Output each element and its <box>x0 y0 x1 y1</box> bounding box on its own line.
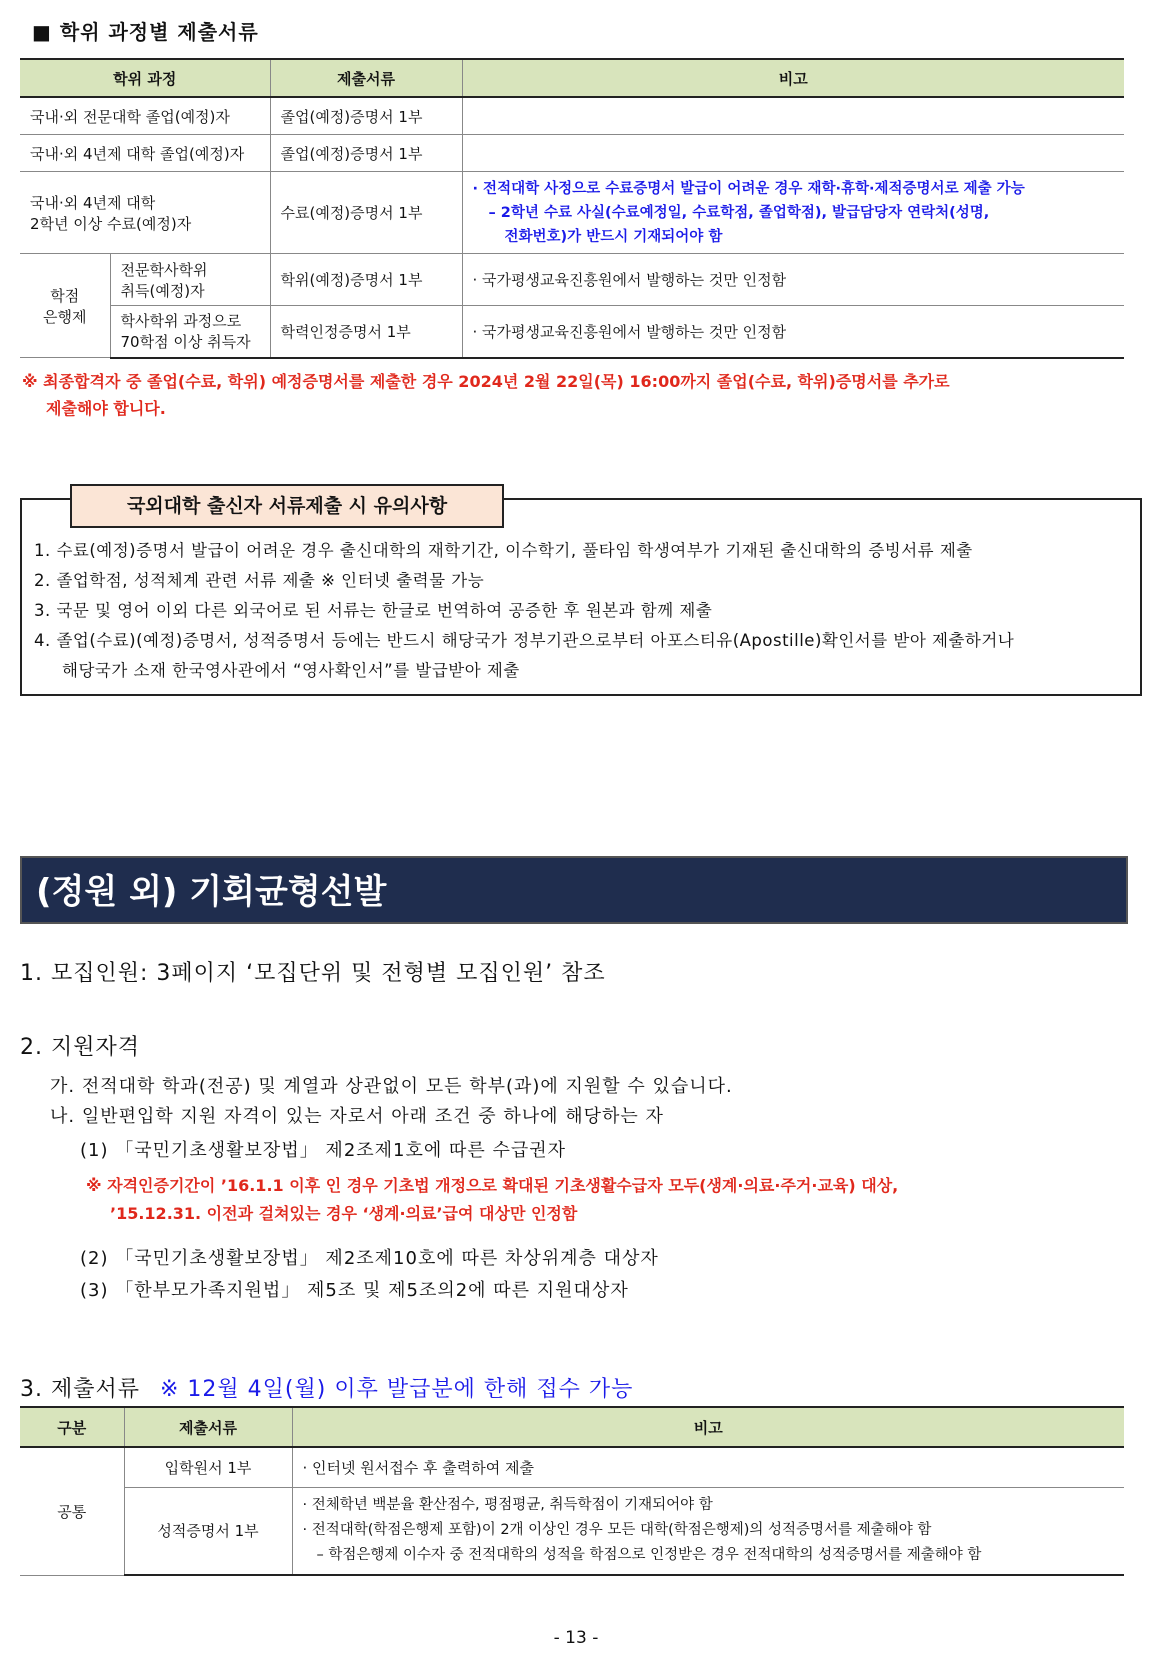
note-cell: · 국가평생교육진흥원에서 발행하는 것만 인정함 <box>462 306 1124 358</box>
section-banner: (정원 외) 기회균형선발 <box>20 856 1128 924</box>
degree-docs-table <box>20 58 1124 359</box>
sub-course-cell <box>110 254 270 306</box>
note-cell <box>462 97 1124 135</box>
doc-cell: 수료(예정)증명서 1부 <box>270 172 462 254</box>
list-item: 4. 졸업(수료)(예정)증명서, 성적증명서 등에는 반드시 해당국가 정부기관으로부터 아포스티유(Apostille)확인서를 받아 제출하거나 <box>34 631 1015 650</box>
doc-cell: 성적증명서 1부 <box>124 1487 292 1575</box>
table-row <box>20 172 1124 254</box>
group-cell: 공통 <box>20 1447 124 1575</box>
group-line: 은행제 <box>43 307 87 326</box>
note-cell: · 국가평생교육진흥원에서 발행하는 것만 인정함 <box>462 254 1124 306</box>
sub-line: 취득(예정)자 <box>120 281 205 300</box>
table-row <box>20 254 1124 306</box>
table-header-row <box>20 59 1124 97</box>
table-row <box>20 306 1124 358</box>
sub-line: 70학점 이상 취득자 <box>120 333 251 352</box>
doc-cell: 졸업(예정)증명서 1부 <box>270 97 462 135</box>
heading-text: 3. 제출서류 <box>20 1377 140 1402</box>
note-cell: · 인터넷 원서접수 후 출력하여 제출 <box>292 1447 1124 1487</box>
eligibility-na: 나. 일반편입학 지원 자격이 있는 자로서 아래 조건 중 하나에 해당하는 자 <box>50 1106 664 1127</box>
sub-line: 전문학사학위 <box>120 260 208 279</box>
notice-line: 제출해야 합니다. <box>46 399 166 418</box>
header-doc: 제출서류 <box>270 59 462 97</box>
course-line: 2학년 이상 수료(예정)자 <box>30 214 192 233</box>
eligibility-item-2: (2) 「국민기초생활보장법」 제2조제10호에 따른 차상위계층 대상자 <box>80 1248 659 1269</box>
list-item: 1. 수료(예정)증명서 발급이 어려운 경우 출신대학의 재학기간, 이수학기, 풀타임 학생여부가 기재된 출신대학의 증빙서류 제출 <box>34 541 973 560</box>
note-line: ’15.12.31. 이전과 걸쳐있는 경우 ‘생계·의료’급여 대상만 인정함 <box>110 1204 578 1223</box>
page-number: - 13 - <box>553 1628 599 1648</box>
eligibility-item-3: (3) 「한부모가족지원법」 제5조 및 제5조의2에 따른 지원대상자 <box>80 1280 629 1301</box>
group-line: 학점 <box>50 286 80 305</box>
final-pass-notice <box>22 368 1132 422</box>
note-line: · 전적대학 사정으로 수료증명서 발급이 어려운 경우 재학·휴학·제적증명서로 제출 가능 <box>472 180 1025 197</box>
sub-course-cell <box>110 306 270 358</box>
list-item: 해당국가 소재 한국영사관에서 “영사확인서”를 발급받아 제출 <box>62 661 520 680</box>
table-row <box>20 97 1124 135</box>
doc-cell: 학력인정증명서 1부 <box>270 306 462 358</box>
course-line: 국내·외 4년제 대학 <box>30 193 156 212</box>
header-course: 학위 과정 <box>20 59 270 97</box>
note-line: ※ 자격인증기간이 ’16.1.1 이후 인 경우 기초법 개정으로 확대된 기초생활수급자 모두(생계·의료·주거·교육) 대상, <box>86 1176 899 1195</box>
submission-docs-table <box>20 1406 1124 1576</box>
list-item: 2. 졸업학점, 성적체계 관련 서류 제출 ※ 인터넷 출력물 가능 <box>34 571 485 590</box>
notice-line: ※ 최종합격자 중 졸업(수료, 학위) 예정증명서를 제출한 경우 2024년 2월 22일(목) 16:00까지 졸업(수료, 학위)증명서를 추가로 <box>22 372 950 391</box>
course-cell: 국내·외 전문대학 졸업(예정)자 <box>20 97 270 135</box>
table-row <box>20 1447 1124 1487</box>
notice-list <box>34 536 1134 686</box>
list-item: 3. 국문 및 영어 이외 다른 외국어로 된 서류는 한글로 번역하여 공증한 후 원본과 함께 제출 <box>34 601 713 620</box>
table-header-row <box>20 1407 1124 1447</box>
recruit-count-heading: 1. 모집인원: 3페이지 ‘모집단위 및 전형별 모집인원’ 참조 <box>20 961 606 986</box>
course-cell <box>20 172 270 254</box>
note-line: – 2학년 수료 사실(수료예정일, 수료학점, 졸업학점), 발급담당자 연락처(성명, <box>488 204 990 221</box>
submission-docs-heading <box>20 1372 633 1403</box>
header-note: 비고 <box>292 1407 1124 1447</box>
eligibility-ga: 가. 전적대학 학과(전공) 및 계열과 상관없이 모든 학부(과)에 지원할 수 있습니다. <box>50 1076 733 1097</box>
notice-title: 국외대학 출신자 서류제출 시 유의사항 <box>70 484 504 528</box>
doc-cell: 학위(예정)증명서 1부 <box>270 254 462 306</box>
note-cell <box>462 135 1124 172</box>
note-cell <box>292 1487 1124 1575</box>
note-line: · 전적대학(학점은행제 포함)이 2개 이상인 경우 모든 대학(학점은행제)의 성적증명서를 제출해야 함 <box>302 1522 932 1539</box>
sub-line: 학사학위 과정으로 <box>120 312 242 331</box>
group-cell <box>20 254 110 358</box>
section-title <box>32 16 259 45</box>
note-line: 전화번호)가 반드시 기재되어야 함 <box>504 228 723 245</box>
doc-cell: 입학원서 1부 <box>124 1447 292 1487</box>
section-title-text: 학위 과정별 제출서류 <box>59 20 259 44</box>
header-doc: 제출서류 <box>124 1407 292 1447</box>
header-category: 구분 <box>20 1407 124 1447</box>
eligibility-heading: 2. 지원자격 <box>20 1035 140 1060</box>
eligibility-red-note <box>86 1172 898 1228</box>
square-bullet-icon: ■ <box>32 20 52 44</box>
course-cell: 국내·외 4년제 대학 졸업(예정)자 <box>20 135 270 172</box>
header-note: 비고 <box>462 59 1124 97</box>
note-cell <box>462 172 1124 254</box>
note-line: – 학점은행제 이수자 중 전적대학의 성적을 학점으로 인정받은 경우 전적대학의 성적증명서를 제출해야 함 <box>316 1547 982 1564</box>
note-line: · 전체학년 백분율 환산점수, 평점평균, 취득학점이 기재되어야 함 <box>302 1497 713 1514</box>
heading-note: ※ 12월 4일(월) 이후 발급분에 한해 접수 가능 <box>160 1377 634 1402</box>
table-row <box>20 1487 1124 1575</box>
eligibility-item-1: (1) 「국민기초생활보장법」 제2조제1호에 따른 수급권자 <box>80 1140 567 1161</box>
table-row <box>20 135 1124 172</box>
doc-cell: 졸업(예정)증명서 1부 <box>270 135 462 172</box>
